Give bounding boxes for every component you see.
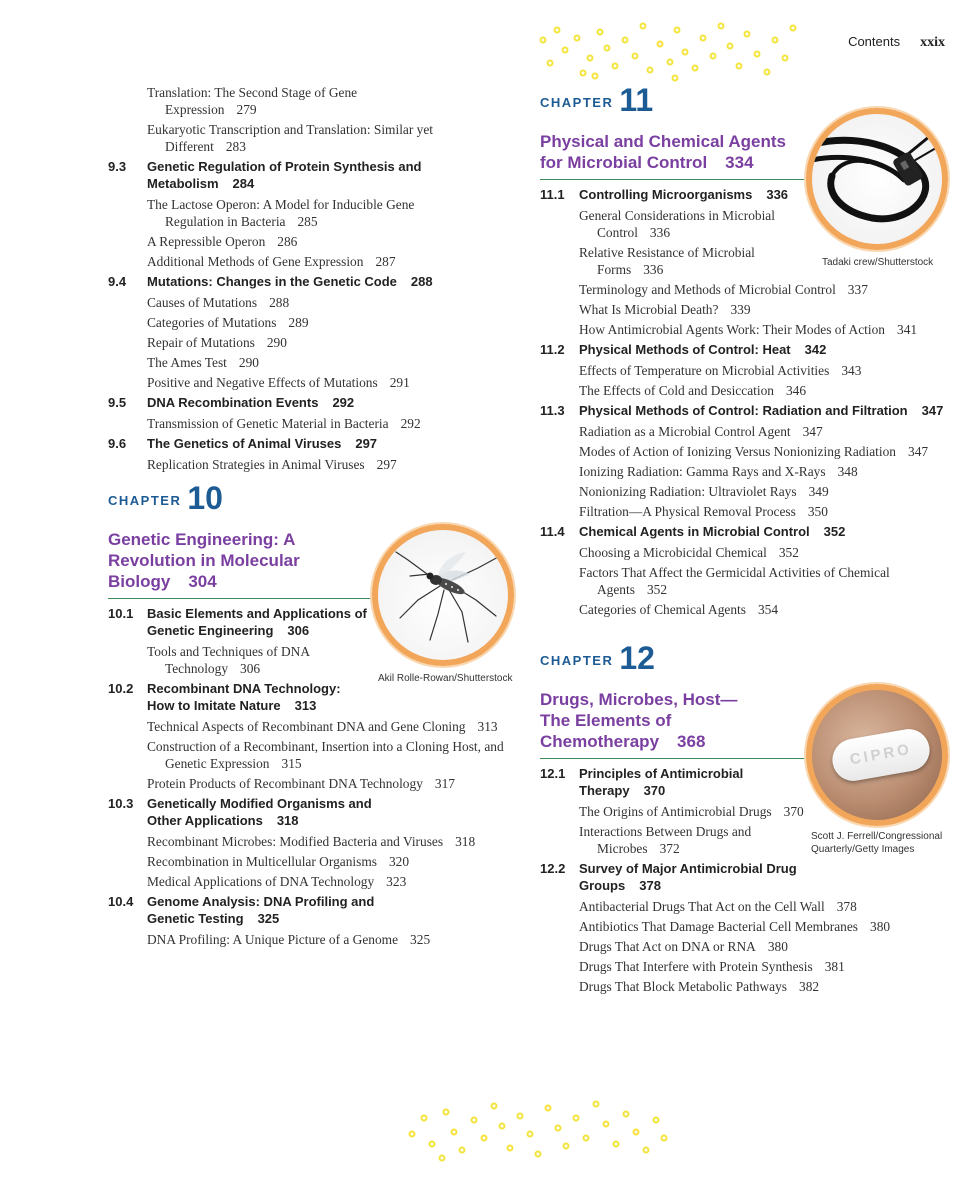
toc-section-10-1[interactable]: 10.1 Basic Elements and Applications of Genetic Engineering 306 [108, 606, 367, 638]
chapter-9-continued-list [108, 84, 448, 473]
toc-subsection[interactable]: Nonionizing Radiation: Ultraviolet Rays 349 [579, 484, 829, 499]
toc-subsection[interactable]: Recombinant Microbes: Modified Bacteria and Viruses 318 [147, 834, 476, 849]
toc-subsection[interactable]: A Repressible Operon 286 [147, 234, 298, 249]
chapter-11-title[interactable]: Physical and Chemical Agents for Microbial Control 334 [540, 132, 786, 172]
toc-subsection[interactable]: How Antimicrobial Agents Work: Their Modes of Action 341 [579, 322, 918, 337]
pill-photo [806, 684, 948, 826]
chapter-11-rule [540, 179, 805, 180]
chapter-11-list [540, 186, 950, 618]
chapter-10-label: CHAPTER 10 [108, 480, 223, 516]
toc-section-11-2[interactable]: 11.2 Physical Methods of Control: Heat 342 [540, 342, 827, 357]
chapter-10-title[interactable]: Genetic Engineering: A Revolution in Molecular Biology 304 [108, 530, 300, 591]
toc-subsection[interactable]: Replication Strategies in Animal Viruses 297 [147, 457, 397, 472]
toc-section-10-2[interactable]: 10.2 Recombinant DNA Technology: How to Imitate Nature 313 [108, 681, 341, 713]
toc-subsection[interactable]: The Effects of Cold and Desiccation 346 [579, 383, 807, 398]
pill-photo-credit: Scott J. Ferrell/Congressional Quarterly/Getty Images [811, 831, 943, 855]
pill-icon [829, 726, 933, 784]
toc-subsection[interactable]: Drugs That Interfere with Protein Synthesis 381 [579, 959, 845, 974]
toc-subsection[interactable]: Categories of Chemical Agents 354 [579, 602, 779, 617]
chapter-12-rule [540, 758, 805, 759]
toc-subsection[interactable]: Effects of Temperature on Microbial Activities 343 [579, 363, 862, 378]
pill-imprint: CIPRO [848, 740, 914, 769]
left-column [108, 84, 448, 476]
toc-subsection[interactable]: Filtration—A Physical Removal Process 350 [579, 504, 828, 519]
toc-subsection[interactable]: Terminology and Methods of Microbial Control 337 [579, 282, 868, 297]
chapter-11-label: CHAPTER 11 [540, 82, 654, 118]
toc-section-12-1[interactable]: 12.1 Principles of Antimicrobial Therapy 370 [540, 766, 744, 798]
toc-subsection[interactable]: Choosing a Microbicidal Chemical 352 [579, 545, 799, 560]
decorative-dots-bottom [402, 1098, 672, 1162]
toc-subsection[interactable]: Radiation as a Microbial Control Agent 347 [579, 424, 823, 439]
toc-subsection[interactable]: Relative Resistance of Microbial Forms 336 [579, 245, 755, 277]
toc-section-9-4[interactable]: 9.4 Mutations: Changes in the Genetic Code 288 [108, 274, 433, 289]
mosquito-photo [372, 524, 514, 666]
toc-subsection[interactable]: Interactions Between Drugs and Microbes 372 [579, 824, 752, 856]
toc-subsection[interactable]: Additional Methods of Gene Expression 287 [147, 254, 396, 269]
toc-subsection[interactable]: Tools and Techniques of DNA Technology 306 [147, 644, 310, 676]
toc-subsection[interactable]: Recombination in Multicellular Organisms 320 [147, 854, 410, 869]
toc-subsection[interactable]: Modes of Action of Ionizing Versus Nonionizing Radiation 347 [579, 444, 929, 459]
toc-subsection[interactable]: Categories of Mutations 289 [147, 315, 309, 330]
toc-section-12-2[interactable]: 12.2 Survey of Major Antimicrobial Drug Groups 378 [540, 861, 797, 893]
toc-subsection[interactable]: Causes of Mutations 288 [147, 295, 290, 310]
toc-subsection[interactable]: The Origins of Antimicrobial Drugs 370 [579, 804, 804, 819]
toc-subsection[interactable]: What Is Microbial Death? 339 [579, 302, 751, 317]
toc-subsection[interactable]: Drugs That Block Metabolic Pathways 382 [579, 979, 820, 994]
chapter-10-rule [108, 598, 373, 599]
toc-section-9-5[interactable]: 9.5 DNA Recombination Events 292 [108, 395, 355, 410]
mosquito-icon [378, 530, 508, 660]
endoscope-icon [812, 114, 942, 244]
toc-subsection[interactable]: Ionizing Radiation: Gamma Rays and X-Rays 348 [579, 464, 858, 479]
page-number: xxix [920, 35, 945, 50]
toc-subsection[interactable]: Eukaryotic Transcription and Translation: Similar yet Different 283 [147, 122, 434, 154]
toc-subsection[interactable]: DNA Profiling: A Unique Picture of a Genome 325 [147, 932, 431, 947]
toc-subsection[interactable]: Repair of Mutations 290 [147, 335, 287, 350]
toc-subsection[interactable]: Factors That Affect the Germicidal Activities of Chemical Agents 352 [579, 565, 890, 597]
toc-subsection[interactable]: Medical Applications of DNA Technology 323 [147, 874, 407, 889]
running-head-label: Contents [848, 34, 901, 49]
toc-section-11-3[interactable]: 11.3 Physical Methods of Control: Radiation and Filtration 347 [540, 403, 944, 418]
toc-section-11-4[interactable]: 11.4 Chemical Agents in Microbial Control 352 [540, 524, 846, 539]
toc-subsection[interactable]: General Considerations in Microbial Control 336 [579, 208, 775, 240]
chapter-12-label: CHAPTER 12 [540, 640, 655, 676]
chapter-12-title[interactable]: Drugs, Microbes, Host— The Elements of Chemotherapy 368 [540, 690, 738, 751]
endoscope-photo-credit: Tadaki crew/Shutterstock [822, 257, 934, 268]
toc-subsection[interactable]: Construction of a Recombinant, Insertion into a Cloning Host, and Genetic Expression 315 [147, 739, 504, 771]
toc-subsection[interactable]: Transmission of Genetic Material in Bacteria 292 [147, 416, 421, 431]
toc-subsection[interactable]: Drugs That Act on DNA or RNA 380 [579, 939, 788, 954]
toc-subsection[interactable]: Protein Products of Recombinant DNA Technology 317 [147, 776, 455, 791]
running-head [848, 34, 945, 51]
toc-section-10-4[interactable]: 10.4 Genome Analysis: DNA Profiling and Genetic Testing 325 [108, 894, 375, 926]
toc-section-9-6[interactable]: 9.6 The Genetics of Animal Viruses 297 [108, 436, 378, 451]
toc-section-11-1[interactable]: 11.1 Controlling Microorganisms 336 [540, 187, 789, 202]
toc-subsection[interactable]: Antibacterial Drugs That Act on the Cell Wall 378 [579, 899, 857, 914]
endoscope-photo [806, 108, 948, 250]
toc-subsection[interactable]: The Ames Test 290 [147, 355, 259, 370]
toc-section-10-3[interactable]: 10.3 Genetically Modified Organisms and Other Applications 318 [108, 796, 372, 828]
toc-subsection[interactable]: Technical Aspects of Recombinant DNA and Gene Cloning 313 [147, 719, 498, 734]
mosquito-photo-credit: Akil Rolle-Rowan/Shutterstock [378, 673, 513, 684]
toc-subsection[interactable]: The Lactose Operon: A Model for Inducible Gene Regulation in Bacteria 285 [147, 197, 415, 229]
toc-subsection[interactable]: Positive and Negative Effects of Mutations 291 [147, 375, 410, 390]
toc-subsection[interactable]: Antibiotics That Damage Bacterial Cell Membranes 380 [579, 919, 891, 934]
decorative-dots-top [535, 18, 805, 82]
toc-subsection[interactable]: Translation: The Second Stage of Gene Expression 279 [147, 85, 358, 117]
toc-section-9-3[interactable]: 9.3 Genetic Regulation of Protein Synthesis and Metabolism 284 [108, 159, 422, 191]
